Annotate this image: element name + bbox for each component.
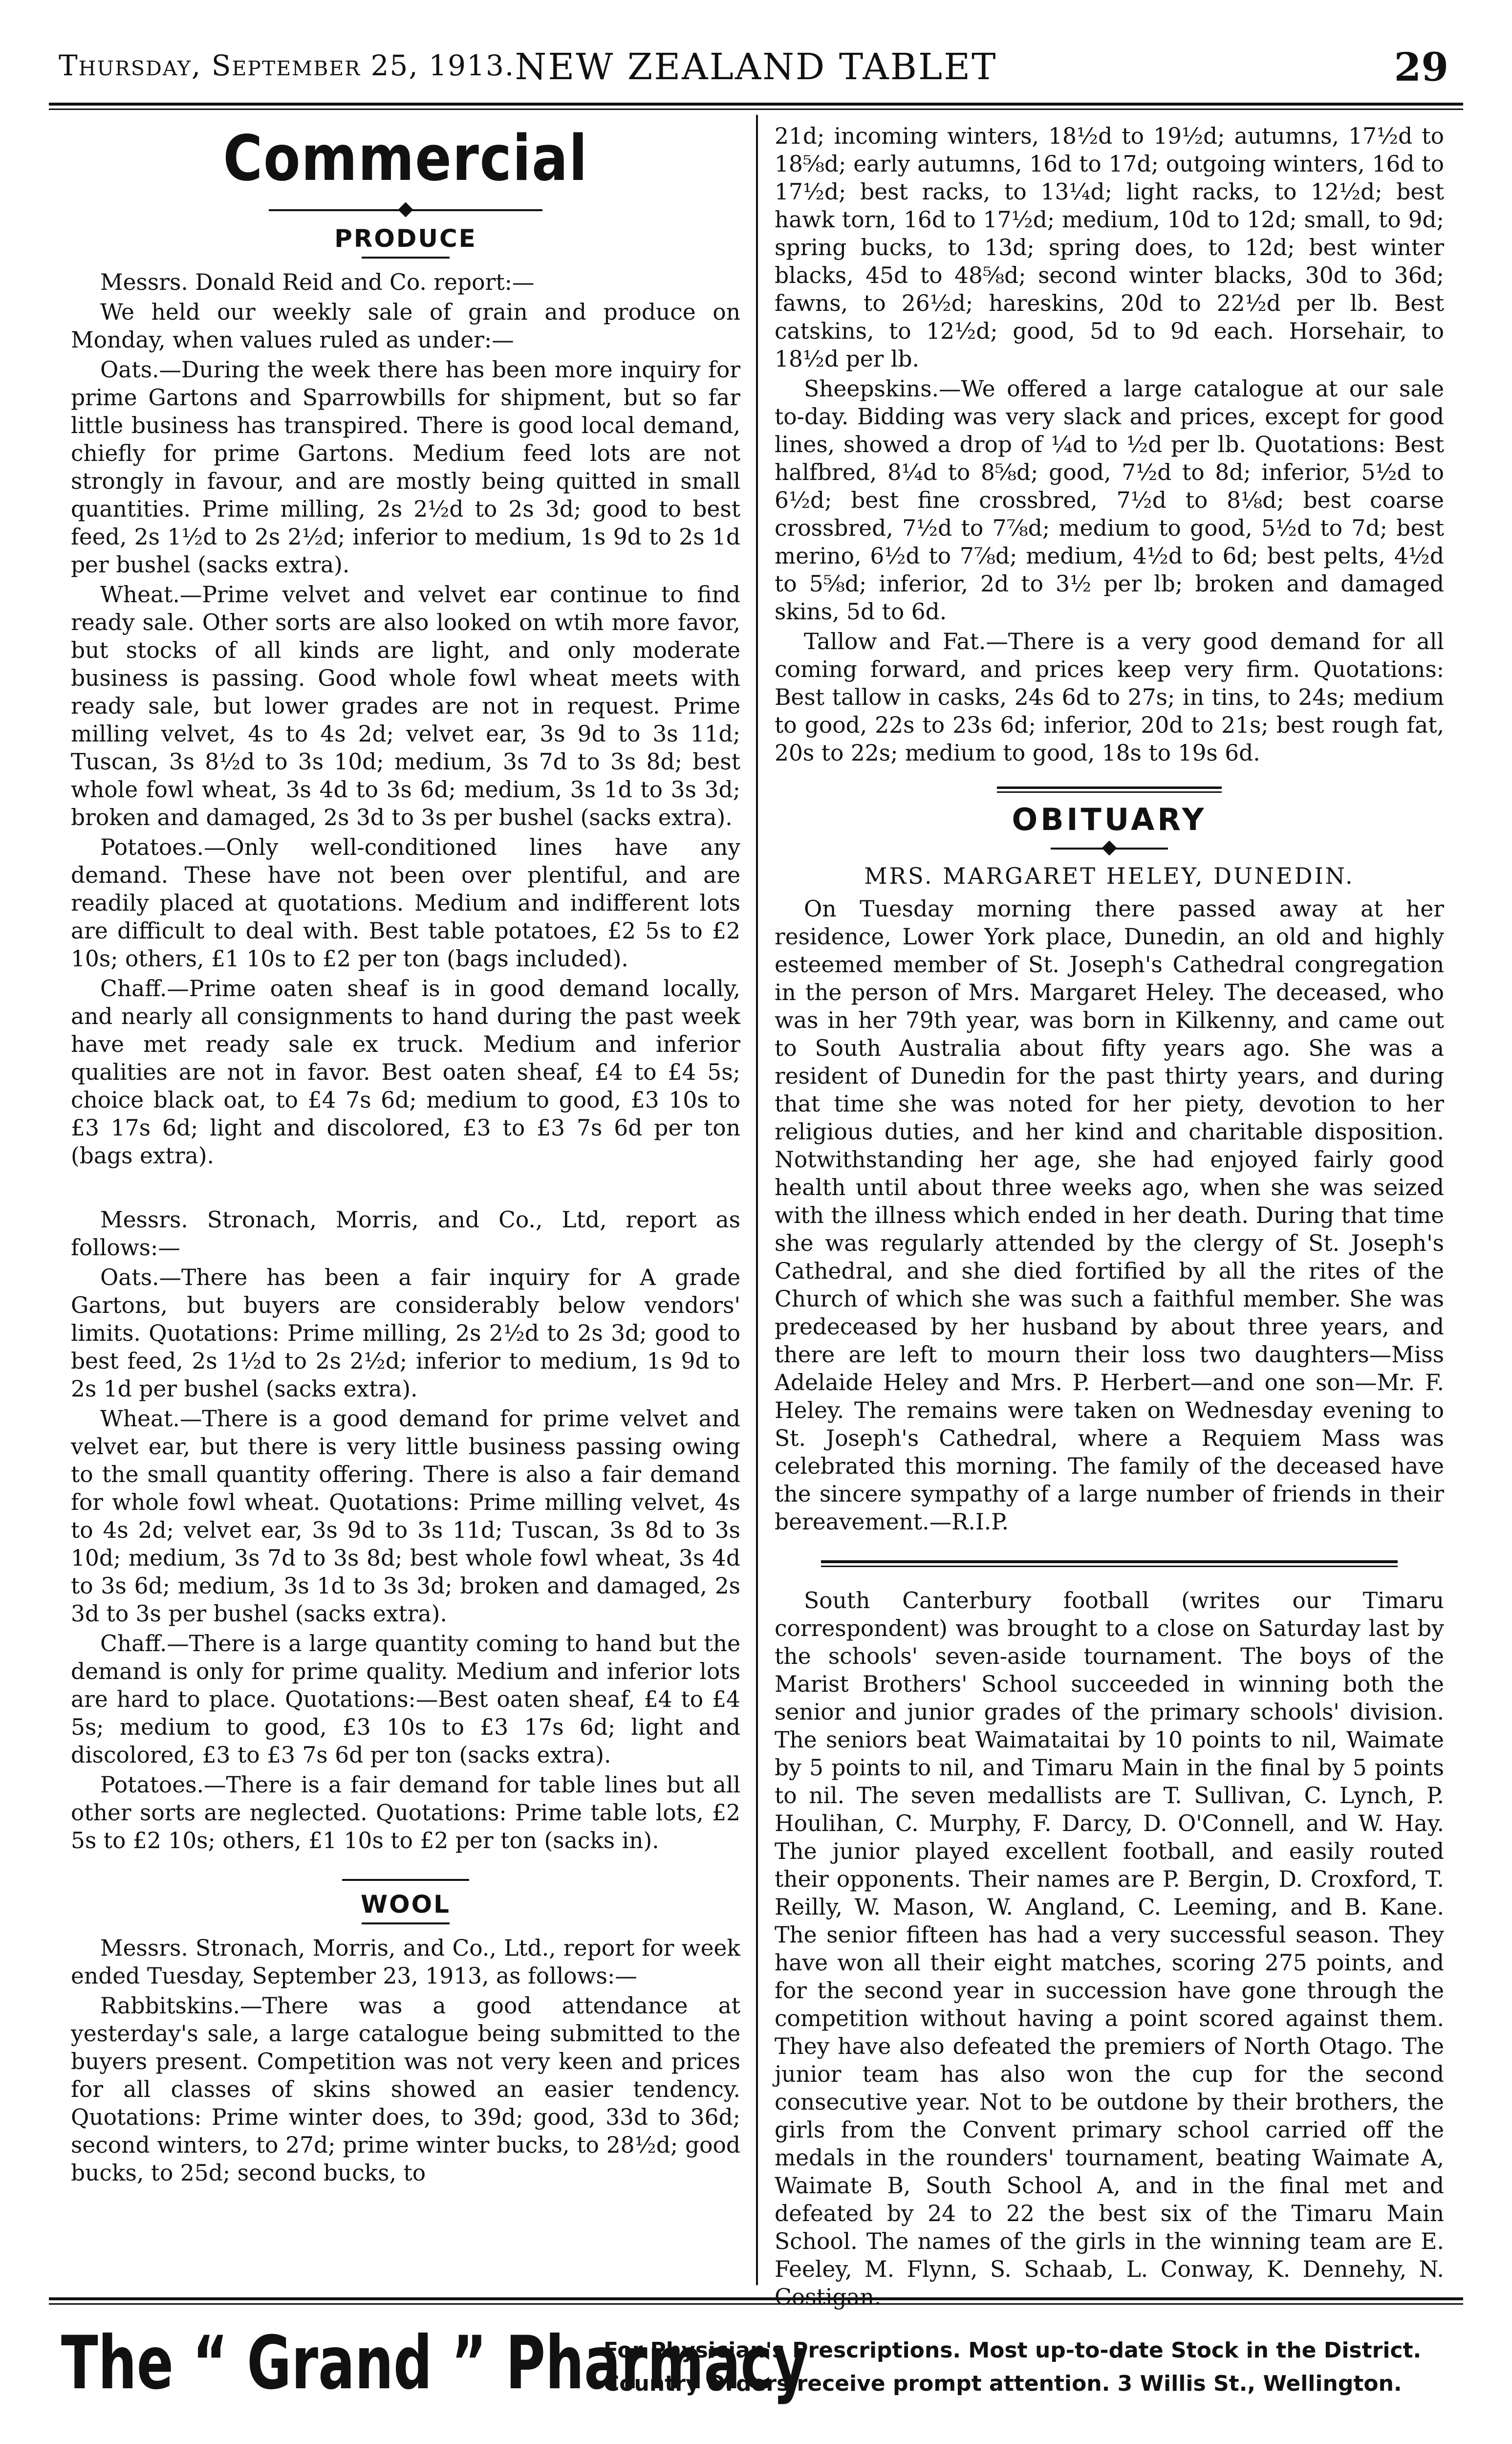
stronach-paragraph: Oats.—There has been a fair inquiry for A grade Gartons, but buyers are considerably below vendors' limits. Quotations: Prime milling, 2s 2½d to 2s 3d; good to best feed, 2s 1½d to 2s 2½d; inferior to medium, 1s 9d to 2s 1d per bushel (sacks extra). [71,1265,740,1402]
publication-title: NEW ZEALAND TABLET [515,46,997,88]
produce-paragraph: Messrs. Donald Reid and Co. report:— [100,269,535,295]
section-rule [821,1560,1398,1567]
football-paragraph: South Canterbury football (writes our Timaru correspondent) was brought to a close on Saturday last by the schools' seven-aside tournament. The boys of the Marist Brothers' School succeeded in winning both the senior and junior grades of the primary schools' division. The seniors beat Waimataitai by 10 points to nil, Waimate by 5 points to nil, and Timaru Main in the final by 5 points to nil. The seven medallists are T. Sullivan, C. Lynch, P. Houlihan, C. Murphy, F. Darcy, D. O'Connell, and W. Hay. The junior played excellent football, and easily routed their opponents. Their names are P. Bergin, D. Croxford, T. Reilly, W. Mason, W. Angland, C. Leeming, and B. Kane. The senior fifteen has had a very successful season. They have won all their eight matches, scoring 275 points, and for the second year in succession have gone through the competition without having a point scored against them. They have also defeated the premiers of North Otago. The junior team has also won the cup for the second consecutive year. Not to be outdone by their brothers, the girls from the Convent primary school carried off the medals in the rounders' tournament, beating Waimate A, Waimate B, South School A, and in the final met and defeated by 24 to 22 the best six of the Timaru Main School. The names of the girls in the winning team are E. Feeley, M. Flynn, S. Schaab, L. Conway, K. Dennehy, N. Costigan. [775,1588,1444,2310]
left-column [71,122,740,2189]
issue-date: Thursday, September 25, 1913. [59,49,515,82]
produce-paragraph: We held our weekly sale of grain and produce on Monday, when values ruled as under:— [71,299,740,353]
wool-heading: WOOL [360,1890,451,1919]
produce-paragraph: Potatoes.—Only well-conditioned lines have any demand. These have not been over plentiful, and are readily placed at quotations. Medium and indifferent lots are difficult to deal with. Best table potatoes, £2 5s to £2 10s; others, £1 10s to £2 per ton (bags included). [71,834,740,972]
page-header [49,39,1463,98]
advertisement-rule [49,2297,1463,2305]
produce-paragraph: Wheat.—Prime velvet and velvet ear continue to find ready sale. Other sorts are also looked on wtih more favor, but stocks of all kinds are light, and only moderate business is passing. Good whole fowl wheat meets with ready sale, but lower grades are not in request. Prime milling velvet, 4s to 4s 2d; velvet ear, 3s 9d to 3s 11d; Tuscan, 3s 8½d to 3s 10d; medium, 3s 7d to 3s 8d; best whole fowl wheat, 3s 4d to 3s 6d; medium, 3s 1d to 3s 3d; broken and damaged, 2s 3d to 3s per bushel (sacks extra). [71,582,740,830]
heading-rule [362,1922,450,1924]
advertisement-line: Country Orders receive prompt attention. 3 Willis St., Wellington. [604,2371,1402,2396]
ornament-rule [269,200,542,220]
pharmacy-advertisement [61,2317,1459,2424]
wool-paragraph: Rabbitskins.—There was a good attendance at yesterday's sale, a large catalogue being submitted to the buyers present. Competition was not very keen and prices for all classes of skins showed an easier tendency. Quotations: Prime winter does, to 39d; good, 33d to 36d; second winters, to 27d; prime winter bucks, to 28½d; good bucks, to 25d; second bucks, to [71,1993,740,2186]
right-column [775,122,1444,2313]
wool-continued-paragraph: Sheepskins.—We offered a large catalogue at our sale to-day. Bidding was very slack and prices, except for good lines, showed a drop of ¼d to ½d per lb. Quotations: Best halfbred, 8¼d to 8⅝d; good, 7½d to 8d; inferior, 5½d to 6½d; best fine crossbred, 7½d to 8⅛d; best coarse crossbred, 7½d to 7⅞d; medium to good, 5½d to 7d; best merino, 6½d to 7⅞d; medium, 4½d to 6d; best pelts, 4½d to 5⅝d; inferior, 2d to 3½ per lb; broken and damaged skins, 5d to 6d. [775,376,1444,625]
page-number: 29 [1394,44,1448,90]
advertisement-text [604,2334,1469,2400]
obituary-subject: MRS. MARGARET HELEY, DUNEDIN. [864,863,1355,889]
section-masthead: Commercial [223,122,588,195]
produce-paragraph: Chaff.—Prime oaten sheaf is in good demand locally, and nearly all consignments to hand during the past week have met ready sale ex truck. Medium and inferior qualities are not in favor. Best oaten sheaf, £4 to £4 5s; choice black oat, to £4 7s 6d; medium to good, £3 10s to £3 17s 6d; light and discolored, £3 to £3 7s 6d per ton (bags extra). [71,976,740,1169]
section-rule [997,786,1222,793]
section-gap [71,1172,740,1206]
produce-paragraph: Oats.—During the week there has been more inquiry for prime Gartons and Sparrowbills for shipment, but so far little business has transpired. There is good local demand, chiefly for prime Gartons. Medium feed lots are not strongly in favour, and are mostly being quitted in small quantities. Prime milling, 2s 2½d to 2s 3d; good to best feed, 2s 1½d to 2s 2½d; inferior to medium, 1s 9d to 2s 1d per bushel (sacks extra). [71,357,740,578]
ornament-rule [1051,839,1168,858]
stronach-paragraph: Wheat.—There is a good demand for prime velvet and velvet ear, but there is very little business passing owing to the small quantity offering. There is also a fair demand for whole fowl wheat. Quotations: Prime milling velvet, 4s to 4s 2d; velvet ear, 3s 9d to 3s 11d; Tuscan, 3s 8d to 3s 10d; medium, 3s 7d to 3s 8d; best whole fowl wheat, 3s 4d to 3s 6d; medium, 3s 1d to 3s 3d; broken and damaged, 2s 3d to 3s per bushel (sacks extra). [71,1406,740,1627]
wool-continued-paragraph: Tallow and Fat.—There is a very good demand for all coming forward, and prices keep very firm. Quotations: Best tallow in casks, 24s 6d to 27s; in tins, to 24s; medium to good, 22s to 23s 6d; inferior, 20d to 21s; best rough fat, 20s to 22s; medium to good, 18s to 19s 6d. [775,629,1444,766]
obituary-paragraph: On Tuesday morning there passed away at her residence, Lower York place, Dunedin, an old and highly esteemed member of St. Joseph's Cathedral congregation in the person of Mrs. Margaret Heley. The deceased, who was in her 79th year, was born in Kilkenny, and came out to South Australia about fifty years ago. She was a resident of Dunedin for the past thirty years, and during that time she was noted for her piety, devotion to her religious duties, and her kind and charitable disposition. Notwithstanding her age, she had enjoyed fairly good health until about three weeks ago, when she was seized with the illness which ended in her death. During that time she was regularly attended by the clergy of St. Joseph's Cathedral, and she died fortified by all the rites of the Church of which she was such a faithful member. She was predeceased by her husband by about three years, and there are left to mourn their loss two daughters—Miss Adelaide Heley and Mrs. P. Herbert—and one son—Mr. F. Heley. The remains were taken on Wednesday evening to St. Joseph's Cathedral, where a Requiem Mass was celebrated this morning. The family of the deceased have the sincere sympathy of a large number of friends in their bereavement.—R.I.P. [775,896,1444,1535]
wool-paragraph: Messrs. Stronach, Morris, and Co., Ltd., report for week ended Tuesday, September 23, 1913, as follows:— [71,1935,740,1989]
produce-heading: PRODUCE [334,224,477,253]
stronach-paragraph: Messrs. Stronach, Morris, and Co., Ltd, report as follows:— [71,1207,740,1261]
stronach-paragraph: Chaff.—There is a large quantity coming to hand but the demand is only for prime quality. Medium and inferior lots are hard to place. Quotations:—Best oaten sheaf, £4 to £4 5s; medium to good, £3 10s to £3 17s 6d; light and discolored, £3 to £3 7s 6d per ton (sacks extra). [71,1631,740,1768]
stronach-paragraph: Potatoes.—There is a fair demand for table lines but all other sorts are neglected. Quotations: Prime table lots, £2 5s to £2 10s; others, £1 10s to £2 per ton (sacks in). [71,1772,740,1854]
obituary-heading: OBITUARY [1012,802,1207,837]
column-divider [756,115,758,2285]
section-rule [342,1879,469,1881]
heading-rule [362,257,450,259]
wool-continued-paragraph: 21d; incoming winters, 18½d to 19½d; autumns, 17½d to 18⅝d; early autumns, 16d to 17d; outgoing winters, 16d to 17½d; best racks, to 13¼d; light racks, to 12½d; best hawk torn, 16d to 17½d; medium, 10d to 12d; small, to 9d; spring bucks, to 13d; spring does, to 12d; best winter blacks, 45d to 48⅝d; second winter blacks, 30d to 36d; fawns, to 26½d; hareskins, 20d to 22½d per lb. Best catskins, to 12½d; good, 5d to 9d each. Horsehair, to 18½d per lb. [775,123,1444,372]
pharmacy-name: The “ Grand ” Pharmacy [61,2321,808,2406]
advertisement-line: For Physician's Prescriptions. Most up-to-date Stock in the District. [604,2338,1422,2363]
header-rule [49,103,1463,110]
